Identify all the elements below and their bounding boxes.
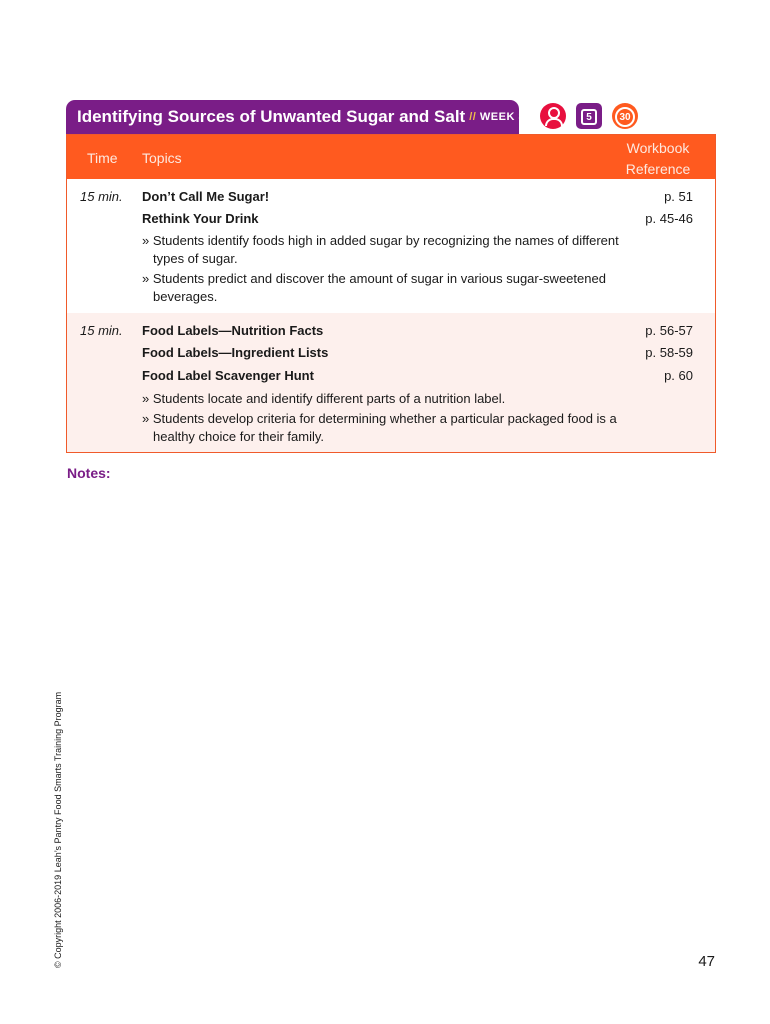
week-label xyxy=(469,111,525,123)
topic-title: Rethink Your Drink xyxy=(142,211,259,226)
table-row xyxy=(67,179,715,313)
workbook-reference: p. 60 xyxy=(664,368,693,383)
topic-title: Food Label Scavenger Hunt xyxy=(142,368,314,383)
column-header-reference xyxy=(613,138,703,180)
topic-bullet: » Students develop criteria for determining whether a particular packaged food is a healthy choice for their family. xyxy=(142,411,617,444)
week-slashes: // xyxy=(469,111,477,123)
topic-title: Food Labels—Nutrition Facts xyxy=(142,323,324,338)
calendar-icon xyxy=(576,103,602,129)
timer-icon xyxy=(612,103,638,129)
topic-bullet: » Students locate and identify different parts of a nutrition label. xyxy=(142,391,506,406)
week-number: WEEK 3 xyxy=(479,111,526,123)
column-header-reference-line1: Workbook xyxy=(626,140,690,156)
topic-title: Food Labels—Ingredient Lists xyxy=(142,345,329,360)
column-header-topics: Topics xyxy=(142,150,182,166)
lesson-table xyxy=(66,134,716,453)
row-time: 15 min. xyxy=(80,189,123,204)
calendar-icon-value: 5 xyxy=(581,109,597,125)
column-header-reference-line2: Reference xyxy=(625,161,691,177)
row-time: 15 min. xyxy=(80,323,123,338)
person-icon xyxy=(540,103,566,129)
workbook-reference: p. 58-59 xyxy=(645,345,693,360)
column-header-time: Time xyxy=(87,150,118,166)
notes-label: Notes: xyxy=(67,465,111,481)
topic-bullet: » Students predict and discover the amount of sugar in various sugar-sweetened beverages. xyxy=(142,271,606,304)
workbook-reference: p. 51 xyxy=(664,189,693,204)
section-title-tab xyxy=(66,100,526,134)
topic-title: Don’t Call Me Sugar! xyxy=(142,189,270,204)
table-header xyxy=(67,135,715,179)
workbook-reference: p. 56-57 xyxy=(645,323,693,338)
page-number: 47 xyxy=(698,953,715,970)
workbook-reference: p. 45-46 xyxy=(645,211,693,226)
section-title: Identifying Sources of Unwanted Sugar and Salt xyxy=(77,107,466,126)
topic-bullet: » Students identify foods high in added sugar by recognizing the names of different types of sugar. xyxy=(142,233,619,266)
table-row xyxy=(67,313,715,452)
copyright-notice: © Copyright 2006-2019 Leah’s Pantry Food Smarts Training Program xyxy=(53,691,63,968)
timer-icon-value: 30 xyxy=(615,107,635,127)
header-icons xyxy=(540,103,638,131)
